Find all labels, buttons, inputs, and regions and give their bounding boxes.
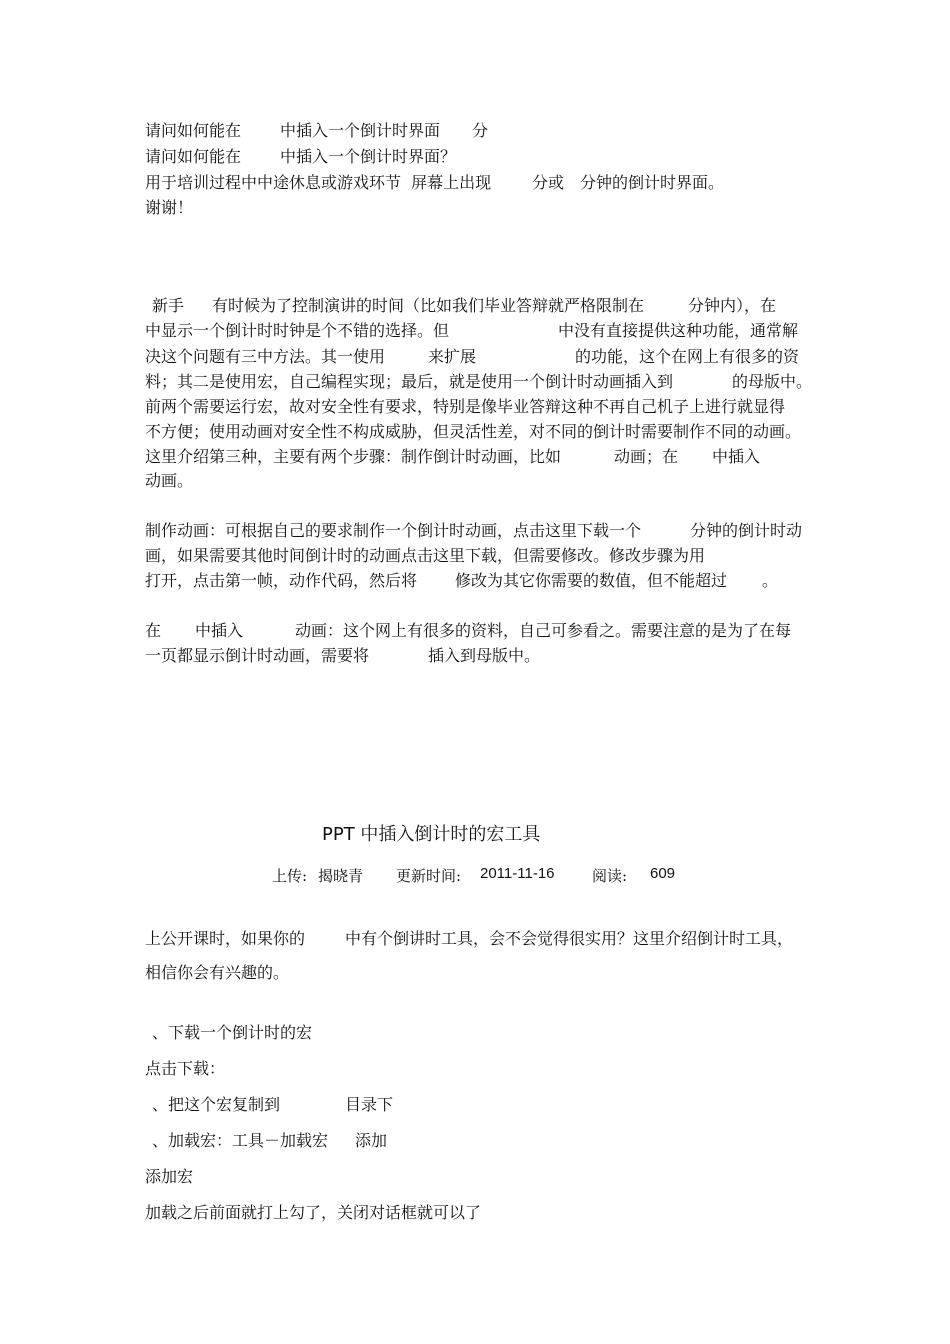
- text-fragment: 动画。: [145, 471, 194, 490]
- text-fragment: 的功能，这个在网上有很多的资: [575, 347, 800, 366]
- text-fragment: 制作动画：可根据自己的要求制作一个倒计时动画，点击这里下载一个: [145, 521, 642, 540]
- text-fragment: 一页都显示倒计时动画，需要将: [145, 646, 370, 665]
- text-fragment: 请问如何能在: [145, 121, 242, 140]
- step-3: 、加载宏：工具－加载宏: [152, 1131, 329, 1150]
- updated-label: 更新时间:: [396, 867, 462, 885]
- text-fragment: 中插入: [195, 621, 244, 640]
- text-fragment: 打开，点击第一帧，动作代码，然后将: [145, 571, 418, 590]
- text-fragment: 中插入一个倒计时界面？: [280, 147, 457, 166]
- text-fragment: 中没有直接提供这种功能，通常解: [558, 321, 799, 340]
- text-fragment: 前两个需要运行宏，故对安全性有要求，特别是像毕业答辩这种不再自己机子上进行就显得: [145, 397, 786, 416]
- text-fragment: 请问如何能在: [145, 147, 242, 166]
- uploader-name: 揭晓青: [318, 867, 364, 885]
- step-3-suffix: 添加: [355, 1131, 388, 1150]
- text-fragment: 在: [145, 621, 162, 640]
- text-fragment: 动画：这个网上有很多的资料，自己可参看之。需要注意的是为了在每: [295, 621, 792, 640]
- text-fragment: 分: [472, 121, 489, 140]
- text-fragment: 不方便；使用动画对安全性不构成威胁，但灵活性差，对不同的倒计时需要制作不同的动画。: [145, 422, 802, 441]
- step-2: 、把这个宏复制到: [152, 1095, 281, 1114]
- text-fragment: 的母版中。: [732, 372, 813, 391]
- text-fragment: 相信你会有兴趣的。: [145, 963, 290, 982]
- text-fragment: 画，如果需要其他时间倒计时的动画点击这里下载，但需要修改。修改步骤为用: [145, 546, 706, 565]
- text-fragment: 修改为其它你需要的数值，但不能超过: [455, 571, 728, 590]
- text-fragment: 来扩展: [428, 347, 477, 366]
- text-fragment: 用于培训过程中中途休息或游戏环节 屏幕上出现: [145, 173, 492, 192]
- text-fragment: 插入到母版中。: [428, 646, 541, 665]
- step-2-suffix: 目录下: [345, 1095, 394, 1114]
- step-1: 、下载一个倒计时的宏: [152, 1023, 313, 1042]
- uploader-label: 上传:: [272, 867, 308, 885]
- step-3-add-macro: 添加宏: [145, 1167, 194, 1186]
- text-fragment: 中插入一个倒计时界面: [280, 121, 441, 140]
- text-fragment: 料；其二是使用宏，自己编程实现；最后，就是使用一个倒计时动画插入到: [145, 372, 674, 391]
- updated-date: 2011-11-16: [480, 865, 555, 882]
- question-thanks: 谢谢！: [145, 198, 194, 217]
- step-3-done: 加载之后前面就打上勾了，关闭对话框就可以了: [145, 1203, 482, 1222]
- text-fragment: 这里介绍第三种，主要有两个步骤：制作倒计时动画，比如: [145, 447, 562, 466]
- text-fragment: 新手: [152, 296, 185, 315]
- reads-count: 609: [650, 865, 676, 882]
- text-fragment: 。: [762, 571, 779, 590]
- text-fragment: 分钟内），在: [688, 296, 777, 315]
- article-title: PPT 中插入倒计时的宏工具: [322, 824, 541, 845]
- step-1-download: 点击下载：: [145, 1059, 226, 1078]
- text-fragment: 决这个问题有三中方法。其一使用: [145, 347, 386, 366]
- reads-label: 阅读:: [592, 867, 628, 885]
- text-fragment: 中显示一个倒计时时钟是个不错的选择。但: [145, 321, 450, 340]
- text-fragment: 分或: [532, 173, 565, 192]
- text-fragment: 动画；在: [614, 447, 679, 466]
- text-fragment: 中插入: [712, 447, 761, 466]
- text-fragment: 有时候为了控制演讲的时间（比如我们毕业答辩就严格限制在: [212, 296, 645, 315]
- text-fragment: 中有个倒讲时工具，会不会觉得很实用？这里介绍倒计时工具，: [345, 929, 794, 948]
- text-fragment: 分钟的倒计时动: [690, 521, 803, 540]
- text-fragment: 上公开课时，如果你的: [145, 929, 306, 948]
- text-fragment: 分钟的倒计时界面。: [580, 173, 725, 192]
